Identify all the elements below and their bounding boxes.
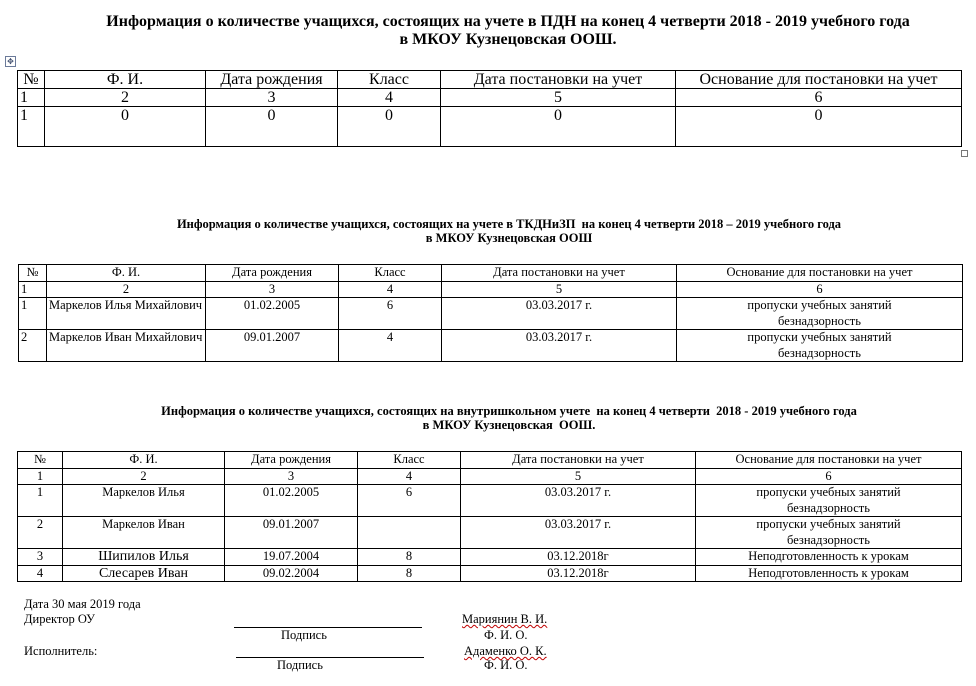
director-signature-line <box>234 627 422 628</box>
table-cell: 3 <box>206 281 339 298</box>
table-row <box>18 517 962 549</box>
title-pdn-line1: Информация о количестве учащихся, состоящих на учете в ПДН на конец 4 четверти 2018 - 2019 учебного года <box>106 13 910 30</box>
table-cell: 2 <box>45 89 206 107</box>
table-cell: 1 <box>18 89 45 107</box>
table-cell: пропуски учебных занятий безнадзорность <box>696 485 962 517</box>
table-cell: 2 <box>47 281 206 298</box>
title-tkdnizp-line1: Информация о количестве учащихся, состоящих на учете в ТКДНиЗП на конец 4 четверти 2018 – 2019 учебного года <box>176 217 842 231</box>
director-name: Мариянин В. И. <box>462 612 548 626</box>
table-cell: пропуски учебных занятий безнадзорность <box>696 517 962 549</box>
header-cell: Дата рождения <box>206 265 339 282</box>
table-cell: 03.03.2017 г. <box>442 330 677 362</box>
director-signature-label: Подпись <box>281 628 327 642</box>
table-cell: 4 <box>18 565 63 582</box>
header-cell: Дата постановки на учет <box>442 265 677 282</box>
table-header-row <box>18 71 962 89</box>
table-row <box>18 485 962 517</box>
table-cell: 6 <box>358 485 461 517</box>
table-cell: 03.03.2017 г. <box>442 298 677 330</box>
table-cell: 6 <box>677 281 963 298</box>
table-cell: 2 <box>63 468 225 485</box>
table-cell: Слесарев Иван <box>63 565 225 582</box>
table-cell: 6 <box>676 89 962 107</box>
table-number-row <box>18 89 962 107</box>
table-cell: Маркелов Илья Михайлович <box>47 298 206 330</box>
table-cell: 1 <box>18 468 63 485</box>
header-cell: № <box>18 71 45 89</box>
header-cell: Класс <box>338 71 441 89</box>
table-cell: 03.12.2018г <box>461 549 696 566</box>
director-label: Директор ОУ <box>24 612 96 626</box>
table-cell: 5 <box>441 89 676 107</box>
table-tkdnizp <box>18 264 963 362</box>
table-number-row <box>19 281 963 298</box>
table-cell: 2 <box>19 330 47 362</box>
title-pdn <box>0 13 976 48</box>
table-pdn <box>17 70 962 147</box>
table-cell: 0 <box>338 107 441 147</box>
table-cell: 2 <box>18 517 63 549</box>
executor-signature-label: Подпись <box>277 658 323 672</box>
executor-label: Исполнитель: <box>24 644 98 658</box>
table-move-handle-icon[interactable]: ✥ <box>5 56 16 67</box>
title-tkdnizp-line2: в МКОУ Кузнецовская ООШ <box>425 230 593 245</box>
table-cell: 19.07.2004 <box>225 549 358 566</box>
table-cell: 4 <box>358 468 461 485</box>
table-row <box>18 107 962 147</box>
table-number-row <box>18 468 962 485</box>
header-cell: Ф. И. <box>47 265 206 282</box>
table-cell: Маркелов Иван Михайлович <box>47 330 206 362</box>
table-cell: 09.01.2007 <box>206 330 339 362</box>
header-cell: Дата рождения <box>225 452 358 469</box>
header-cell: № <box>18 452 63 469</box>
table-cell: 09.02.2004 <box>225 565 358 582</box>
table-cell: 01.02.2005 <box>225 485 358 517</box>
table-cell: 4 <box>339 330 442 362</box>
header-cell: Дата рождения <box>206 71 338 89</box>
table-resize-handle-icon[interactable] <box>961 150 968 157</box>
table-cell: 03.12.2018г <box>461 565 696 582</box>
executor-fio-label: Ф. И. О. <box>484 658 528 672</box>
header-cell: Дата постановки на учет <box>441 71 676 89</box>
table-cell: 0 <box>676 107 962 147</box>
table-cell: 8 <box>358 565 461 582</box>
title-pdn-line2: в МКОУ Кузнецовская ООШ. <box>399 30 617 48</box>
table-cell: 09.01.2007 <box>225 517 358 549</box>
table-cell: 6 <box>339 298 442 330</box>
director-fio-label: Ф. И. О. <box>484 628 528 642</box>
table-cell: 03.03.2017 г. <box>461 517 696 549</box>
header-cell: Класс <box>339 265 442 282</box>
table-cell: пропуски учебных занятий безнадзорность <box>677 298 963 330</box>
header-cell: Основание для постановки на учет <box>696 452 962 469</box>
header-cell: Класс <box>358 452 461 469</box>
table-cell: 5 <box>461 468 696 485</box>
table-cell: Шипилов Илья <box>63 549 225 566</box>
table-row <box>18 565 962 582</box>
title-school-line1: Информация о количестве учащихся, состоящих на внутришкольном учете на конец 4 четверти 2018 - 2019 учебного года <box>161 404 857 418</box>
table-cell: 0 <box>441 107 676 147</box>
header-cell: Дата постановки на учет <box>461 452 696 469</box>
table-cell: 03.03.2017 г. <box>461 485 696 517</box>
title-school <box>0 405 976 433</box>
table-header-row <box>19 265 963 282</box>
table-cell <box>358 517 461 549</box>
table-cell: 4 <box>339 281 442 298</box>
header-cell: Основание для постановки на учет <box>677 265 963 282</box>
table-school <box>17 451 962 582</box>
table-cell: пропуски учебных занятий безнадзорность <box>677 330 963 362</box>
executor-name: Адаменко О. К. <box>464 644 547 658</box>
table-cell: Неподготовленность к урокам <box>696 549 962 566</box>
table-cell: 1 <box>18 485 63 517</box>
table-cell: 6 <box>696 468 962 485</box>
table-row <box>19 330 963 362</box>
table-cell: 0 <box>206 107 338 147</box>
table-cell: 01.02.2005 <box>206 298 339 330</box>
table-cell: 1 <box>19 281 47 298</box>
table-cell: 5 <box>442 281 677 298</box>
table-cell: Маркелов Иван <box>63 517 225 549</box>
executor-signature-line <box>236 657 424 658</box>
header-cell: Основание для постановки на учет <box>676 71 962 89</box>
table-cell: 3 <box>18 549 63 566</box>
header-cell: № <box>19 265 47 282</box>
table-header-row <box>18 452 962 469</box>
title-school-line2: в МКОУ Кузнецовская ООШ. <box>422 417 596 432</box>
table-cell: 0 <box>45 107 206 147</box>
title-tkdnizp <box>0 218 976 246</box>
table-cell: 3 <box>225 468 358 485</box>
table-row <box>19 298 963 330</box>
header-cell: Ф. И. <box>63 452 225 469</box>
table-cell: 1 <box>18 107 45 147</box>
table-cell: 8 <box>358 549 461 566</box>
table-cell: 4 <box>338 89 441 107</box>
table-cell: 3 <box>206 89 338 107</box>
table-cell: Маркелов Илья <box>63 485 225 517</box>
footer-date: Дата 30 мая 2019 года <box>24 597 141 611</box>
table-cell: Неподготовленность к урокам <box>696 565 962 582</box>
table-cell: 1 <box>19 298 47 330</box>
table-row <box>18 549 962 566</box>
header-cell: Ф. И. <box>45 71 206 89</box>
